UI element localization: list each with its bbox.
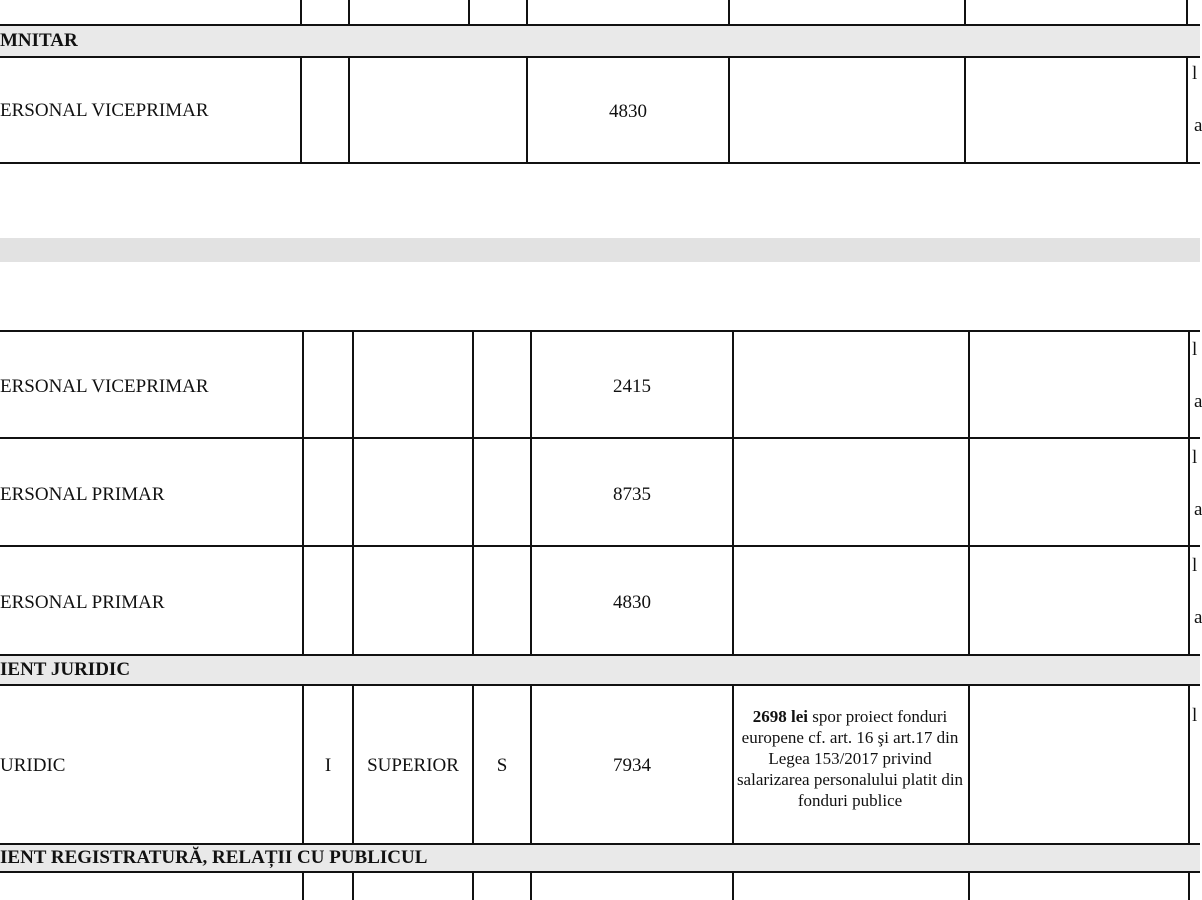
note-text: spor proiect fonduri europene cf. art. 16 şi art.17 din Legea 153/2017 privind salarizarea personalului platit din fonduri publice	[736, 707, 964, 810]
column-divider	[1188, 684, 1190, 844]
salary-cell: 4830	[609, 101, 647, 122]
row-divider	[0, 684, 1200, 686]
column-divider	[348, 56, 350, 164]
edge-text: l	[1192, 339, 1198, 360]
row-divider	[0, 654, 1200, 656]
column-divider	[964, 0, 966, 24]
salary-cell: 2415	[613, 376, 651, 397]
column-divider	[1186, 0, 1188, 24]
row-divider	[0, 24, 1200, 26]
note-amount: 2698 lei	[752, 707, 808, 726]
grade-cell: SUPERIOR	[367, 755, 459, 776]
salary-note	[732, 706, 968, 811]
section-title: MNITAR	[0, 30, 78, 51]
column-divider	[300, 0, 302, 24]
function-cell: ERSONAL PRIMAR	[0, 592, 165, 613]
column-divider	[472, 684, 474, 844]
edge-text: a	[1194, 115, 1202, 136]
column-divider	[352, 684, 354, 844]
row-divider	[0, 871, 1200, 873]
column-divider	[1188, 330, 1190, 654]
column-divider	[968, 872, 970, 900]
column-divider	[530, 684, 532, 844]
section-title: IENT JURIDIC	[0, 659, 131, 680]
column-divider	[352, 330, 354, 654]
function-cell: ERSONAL VICEPRIMAR	[0, 100, 209, 121]
column-divider	[968, 330, 970, 654]
edge-text: l	[1192, 555, 1198, 576]
column-divider	[352, 872, 354, 900]
column-divider	[1188, 872, 1190, 900]
edge-text: a	[1194, 391, 1202, 412]
section-title: IENT REGISTRATURĂ, RELAȚII CU PUBLICUL	[0, 847, 428, 868]
function-cell: ERSONAL PRIMAR	[0, 484, 165, 505]
edge-text: l	[1192, 63, 1198, 84]
function-cell: ERSONAL VICEPRIMAR	[0, 376, 209, 397]
salary-cell: 8735	[613, 484, 651, 505]
column-divider	[1186, 56, 1188, 164]
row-divider	[0, 545, 1200, 547]
column-divider	[732, 872, 734, 900]
row-divider	[0, 162, 1200, 164]
function-cell: URIDIC	[0, 755, 66, 776]
row-divider	[0, 330, 1200, 332]
column-divider	[472, 330, 474, 654]
row-divider	[0, 56, 1200, 58]
edge-text: a	[1194, 607, 1202, 628]
column-divider	[732, 330, 734, 654]
column-divider	[302, 684, 304, 844]
section-band	[0, 24, 1200, 56]
column-divider	[526, 0, 528, 24]
column-divider	[964, 56, 966, 164]
column-divider	[472, 872, 474, 900]
edge-text: a	[1194, 499, 1202, 520]
column-divider	[728, 56, 730, 164]
edge-text: l	[1192, 705, 1198, 726]
section-band	[0, 654, 1200, 684]
page-break	[0, 238, 1200, 262]
column-divider	[968, 684, 970, 844]
column-divider	[300, 56, 302, 164]
column-divider	[468, 0, 470, 24]
column-divider	[302, 330, 304, 654]
class-cell: I	[324, 755, 332, 776]
column-divider	[302, 872, 304, 900]
studies-cell: S	[496, 755, 508, 776]
salary-cell: 4830	[613, 592, 651, 613]
column-divider	[732, 684, 734, 844]
salary-cell: 7934	[613, 755, 651, 776]
column-divider	[530, 872, 532, 900]
row-divider	[0, 843, 1200, 845]
column-divider	[728, 0, 730, 24]
row-divider	[0, 437, 1200, 439]
edge-text: l	[1192, 447, 1198, 468]
column-divider	[348, 0, 350, 24]
column-divider	[530, 330, 532, 654]
